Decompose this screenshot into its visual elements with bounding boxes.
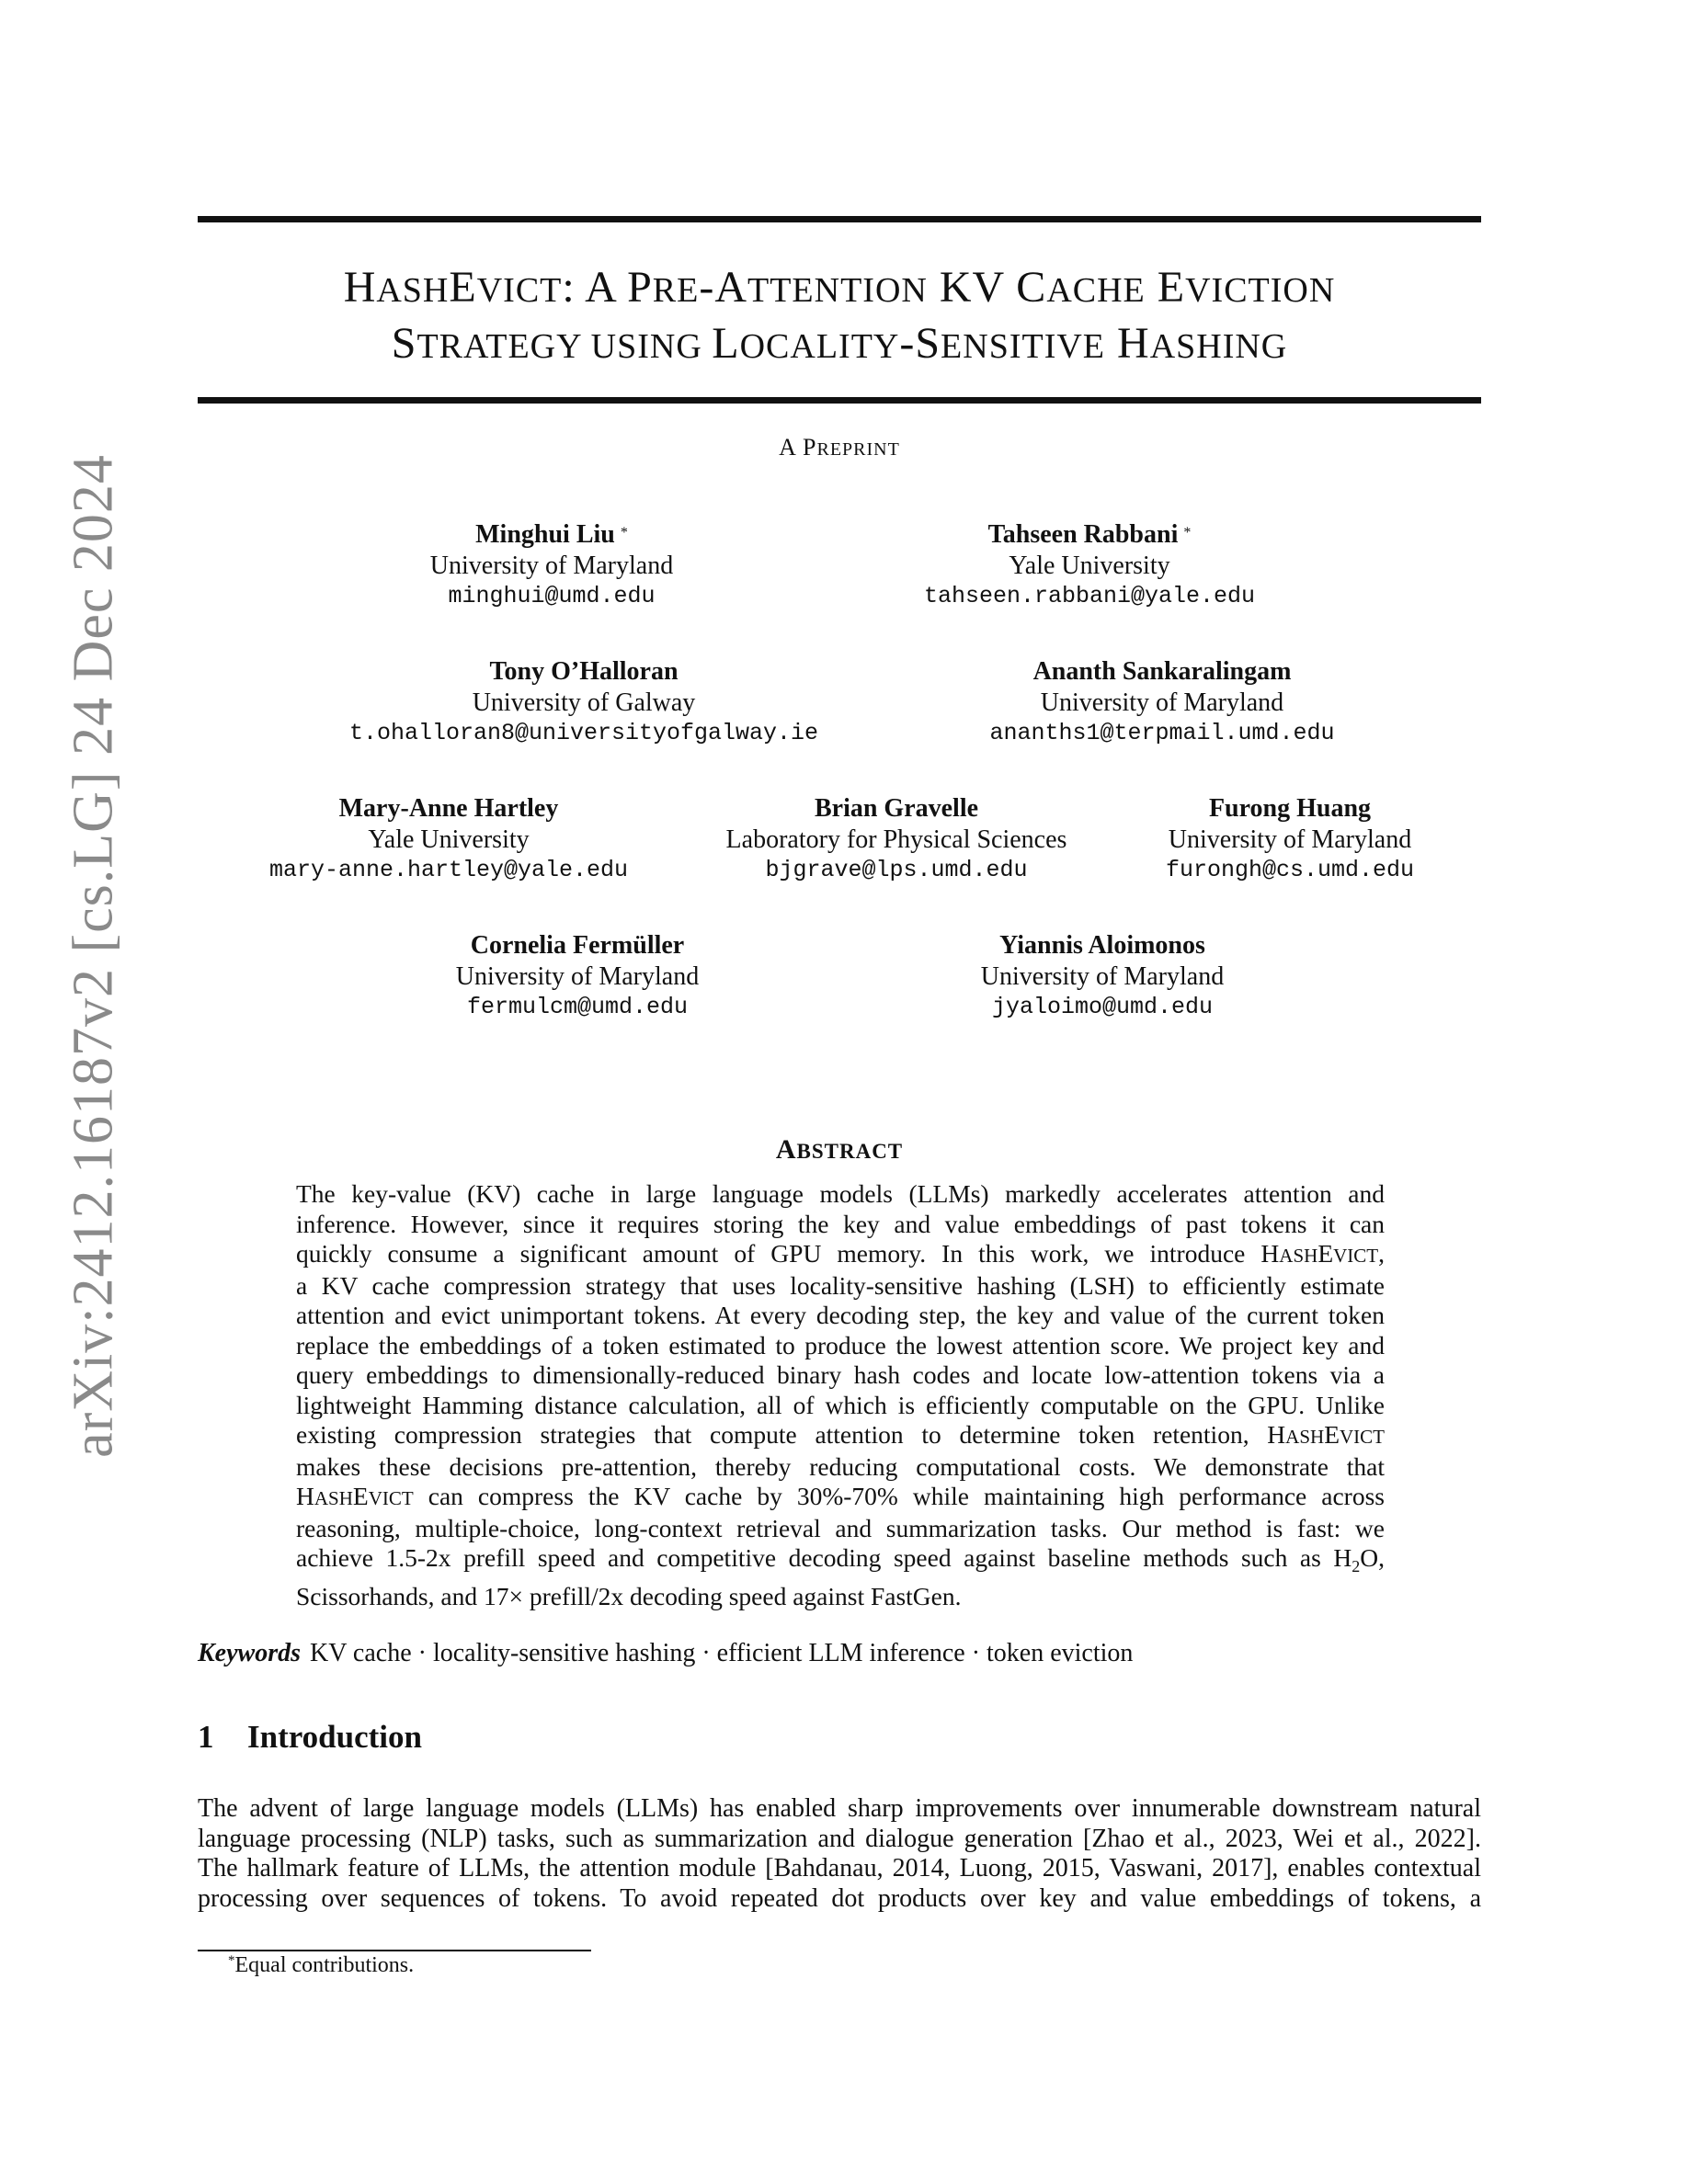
author-name: Mary-Anne Hartley: [338, 794, 559, 823]
author-affiliation: University of Maryland: [455, 962, 700, 991]
paper-title: [198, 261, 1481, 373]
abstract-line: The key-value (KV) cache in large language models (LLMs) markedly accelerates attention and: [296, 1179, 1385, 1208]
keywords-label: Keywords: [198, 1639, 301, 1667]
author-name: Cornelia Fermüller: [470, 931, 685, 960]
author-block: [1166, 793, 1414, 885]
equal-contribution-mark: *: [620, 525, 628, 540]
abstract-body: [296, 1179, 1385, 1611]
author-email[interactable]: fermulcm@umd.edu: [466, 994, 689, 1020]
abstract-line: query embeddings to dimensionally-reduced binary hash codes and locate low-attention tokens via a: [296, 1360, 1385, 1389]
author-name: Ananth Sankaralingam: [1032, 657, 1292, 686]
author-name: Brian Gravelle: [814, 794, 979, 823]
author-email[interactable]: bjgrave@lps.umd.edu: [765, 857, 1028, 883]
abstract-line: HASHEVICT can compress the KV cache by 30%-70% while maintaining high performance across: [296, 1482, 1385, 1510]
section-heading: [198, 1719, 422, 1756]
paper-title-line-2: STRATEGY USING LOCALITY-SENSITIVE HASHING: [391, 319, 1288, 368]
section-title: Introduction: [247, 1719, 422, 1755]
abstract-line: attention and evict unimportant tokens. At every decoding step, the key and value of the current token: [296, 1301, 1385, 1329]
abstract-line: quickly consume a significant amount of GPU memory. In this work, we introduce HASHEVICT,: [296, 1239, 1385, 1268]
method-name: HASHEVICT: [296, 1482, 414, 1510]
author-block: [456, 930, 699, 1022]
section-number: 1: [198, 1719, 214, 1755]
author-email[interactable]: jyaloimo@umd.edu: [991, 994, 1214, 1020]
preprint-label: A PREPRINT: [779, 434, 900, 461]
abstract-heading: ABSTRACT: [775, 1134, 904, 1165]
abstract-line: inference. However, since it requires storing the key and value embeddings of past tokens it can: [296, 1209, 1385, 1238]
author-affiliation: Yale University: [1009, 552, 1170, 580]
abstract-line: a KV cache compression strategy that uses locality-sensitive hashing (LSH) to efficiently estimate: [296, 1270, 1385, 1300]
author-name: Tahseen Rabbani *: [987, 520, 1192, 549]
author-affiliation: University of Maryland: [1040, 688, 1284, 717]
abstract-line: makes these decisions pre-attention, thereby reducing computational costs. We demonstrate that: [296, 1451, 1385, 1481]
author-email[interactable]: mary-anne.hartley@yale.edu: [268, 857, 629, 883]
author-email[interactable]: tahseen.rabbani@yale.edu: [923, 583, 1256, 609]
author-block: [269, 793, 628, 885]
author-block: [430, 519, 673, 611]
abstract-line: replace the embeddings of a token estimated to produce the lowest attention score. We project key and: [296, 1330, 1385, 1359]
author-name: Furong Huang: [1208, 794, 1372, 823]
title-bottom-rule: [198, 397, 1481, 404]
arxiv-identifier-stamp: arXiv:2412.16187v2 [cs.LG] 24 Dec 2024: [62, 454, 125, 1458]
paragraph-line: processing over sequences of tokens. To avoid repeated dot products over key and value embeddings of tokens, a: [198, 1883, 1481, 1913]
footnote: [228, 1953, 414, 1978]
author-affiliation: University of Maryland: [980, 962, 1225, 991]
abstract-line: existing compression strategies that compute attention to determine token retention, HASHEVICT: [296, 1420, 1385, 1449]
author-email[interactable]: t.ohalloran8@universityofgalway.ie: [348, 720, 819, 746]
introduction-paragraph: [198, 1794, 1481, 1914]
paragraph-line: The advent of large language models (LLMs) has enabled sharp improvements over innumerable downstream natural: [198, 1794, 1481, 1823]
footnote-mark: *: [228, 1953, 235, 1968]
method-name: HASHEVICT: [1260, 1239, 1379, 1268]
author-affiliation: Laboratory for Physical Sciences: [725, 825, 1067, 854]
abstract-line: lightweight Hamming distance calculation, all of which is efficiently computable on the GPU. Unlike: [296, 1390, 1385, 1419]
author-affiliation: Yale University: [368, 825, 530, 854]
paragraph-line: language processing (NLP) tasks, such as summarization and dialogue generation [Zhao et al., 2023, Wei et al., 2022].: [198, 1824, 1481, 1853]
abstract-line: reasoning, multiple-choice, long-context retrieval and summarization tasks. Our method is fast: we: [296, 1513, 1385, 1542]
author-block: [924, 519, 1255, 611]
author-block: [989, 656, 1334, 748]
equal-contribution-mark: *: [1183, 525, 1192, 540]
method-name: HASHEVICT: [1267, 1420, 1385, 1449]
author-name: Tony O’Halloran: [489, 657, 679, 686]
author-affiliation: University of Maryland: [429, 552, 674, 580]
keywords-line: [198, 1638, 1481, 1669]
author-email[interactable]: furongh@cs.umd.edu: [1165, 857, 1415, 883]
author-email[interactable]: minghui@umd.edu: [448, 583, 656, 609]
footnote-rule: [198, 1950, 591, 1951]
author-block: [349, 656, 818, 748]
abstract-line: Scissorhands, and 17× prefill/2x decoding speed against FastGen.: [296, 1581, 962, 1610]
title-top-rule: [198, 216, 1481, 222]
author-affiliation: University of Maryland: [1168, 825, 1412, 854]
keywords-text: KV cache · locality-sensitive hashing · efficient LLM inference · token eviction: [310, 1639, 1134, 1667]
author-name: Minghui Liu *: [475, 520, 628, 549]
author-affiliation: University of Galway: [472, 688, 696, 717]
paper-title-line-1: HASHEVICT: A PRE-ATTENTION KV CACHE EVICTION: [343, 263, 1336, 312]
paragraph-line: The hallmark feature of LLMs, the attention module [Bahdanau, 2014, Luong, 2015, Vaswani, 2017], enables contextual: [198, 1854, 1481, 1883]
abstract-line: achieve 1.5-2x prefill speed and competitive decoding speed against baseline methods such as $H_2O$,: [296, 1543, 1385, 1575]
author-email[interactable]: ananths1@terpmail.umd.edu: [989, 720, 1335, 746]
author-name: Yiannis Aloimonos: [999, 931, 1205, 960]
author-block: [726, 793, 1067, 885]
footnote-text: Equal contributions.: [234, 1953, 415, 1977]
author-block: [981, 930, 1224, 1022]
